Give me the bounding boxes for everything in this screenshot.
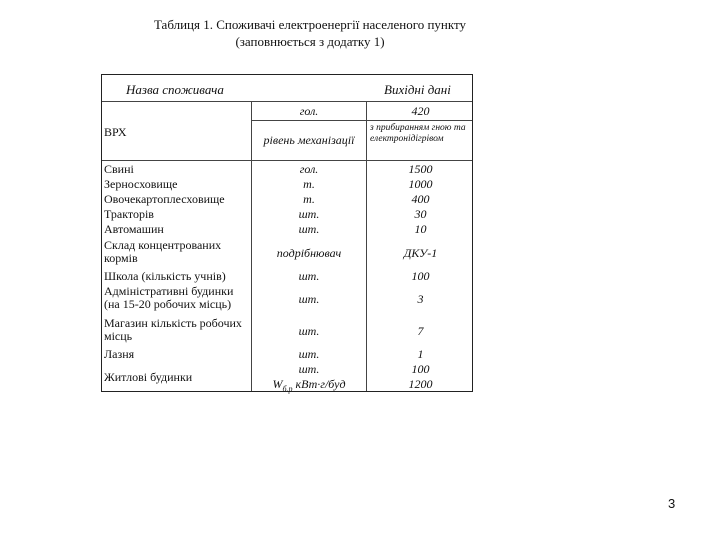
- table-row-unit: шт.: [298, 362, 320, 376]
- last-row-unit-subscript: б.р: [282, 384, 293, 394]
- table-row-name: Лазня: [104, 347, 135, 361]
- header-source-data: Вихідні дані: [384, 82, 451, 97]
- table-title-line2: (заповнюється з додатку 1): [235, 34, 385, 49]
- last-row-unit-rest: кВт·г/буд: [292, 377, 346, 391]
- table-row-name: Школа (кількість учнів): [104, 269, 226, 283]
- table-row-value: 100: [411, 269, 430, 283]
- vrkh-mech-value: з прибиранням гною та електронідігрівом: [370, 123, 466, 144]
- row-divider-vrkh-head: [251, 120, 472, 121]
- table-row-value: 1000: [408, 177, 433, 191]
- row-divider-vrkh: [102, 160, 472, 161]
- table-row-unit: гол.: [299, 162, 319, 176]
- table-row-unit: шт.: [298, 292, 320, 306]
- table-row-value: 30: [414, 207, 427, 221]
- table-row-name: Магазин кількість робочих місць: [104, 316, 242, 343]
- table-row-name: Овочекартоплесховище: [104, 192, 225, 206]
- table-row-unit: подрібнювач: [276, 246, 342, 260]
- column-divider-2: [366, 102, 367, 391]
- consumers-table: [101, 74, 473, 392]
- table-row-unit: т.: [303, 192, 315, 206]
- vrkh-mech-label: рівень механізації: [263, 133, 355, 147]
- table-row-unit: шт.: [298, 324, 320, 338]
- table-row-name: Свині: [104, 162, 134, 176]
- table-row-value: ДКУ-1: [403, 246, 438, 260]
- table-row-name: Склад концентрованих кормів: [104, 238, 222, 265]
- table-row-value: 3: [417, 292, 424, 306]
- table-title: [120, 16, 500, 50]
- table-row-value: 1: [417, 347, 424, 361]
- column-divider-1: [251, 102, 252, 391]
- page-number: 3: [668, 496, 676, 511]
- table-row-value: 400: [411, 192, 430, 206]
- table-row-unit: т.: [303, 177, 315, 191]
- table-row-name: Тракторів: [104, 207, 154, 221]
- table-row-name: Автомашин: [104, 222, 164, 236]
- last-row-unit-symbol: W: [272, 377, 283, 391]
- header-consumer-name: Назва споживача: [126, 82, 224, 97]
- table-row-value: 1500: [408, 162, 433, 176]
- table-row-value: 7: [417, 324, 424, 338]
- last-row-value: 1200: [408, 377, 433, 391]
- table-row-value: 100: [411, 362, 430, 376]
- table-title-line1: Таблиця 1. Споживачі електроенергії населеного пункту: [153, 17, 467, 32]
- table-row-value: 10: [414, 222, 427, 236]
- table-row-name: Адміністративні будинки (на 15-20 робочих місць): [104, 284, 234, 311]
- table-row-unit: шт.: [298, 207, 320, 221]
- vrkh-name: ВРХ: [104, 125, 127, 139]
- table-row-name: Житлові будинки: [104, 370, 193, 384]
- row-divider-header: [102, 101, 472, 102]
- table-row-name: Зерносховище: [104, 177, 178, 191]
- table-row-unit: шт.: [298, 222, 320, 236]
- table-row-unit: шт.: [298, 347, 320, 361]
- table-row-unit: шт.: [298, 269, 320, 283]
- vrkh-head-unit: гол.: [299, 104, 319, 118]
- last-row-unit: [253, 378, 365, 395]
- vrkh-head-value: 420: [411, 104, 430, 118]
